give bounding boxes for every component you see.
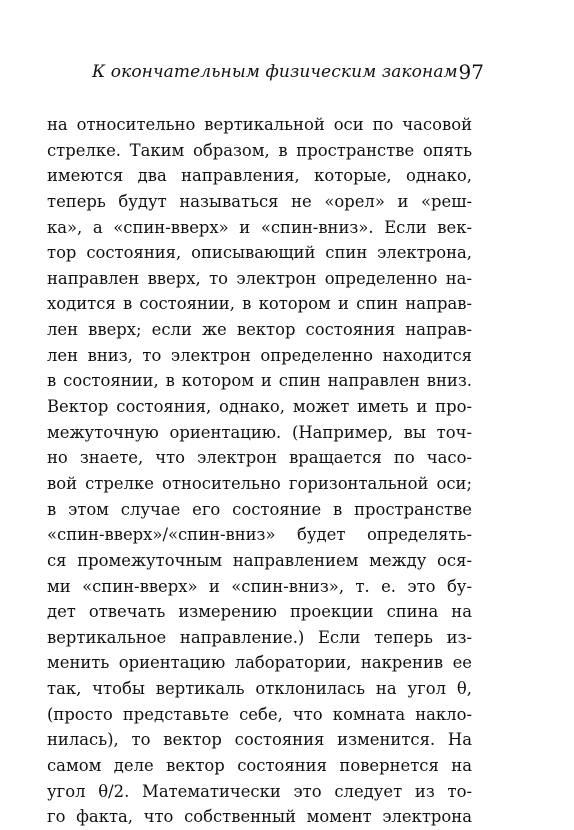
text-line: в этом случае его состояние в пространстве	[47, 499, 472, 519]
text-line: направлен вверх, то электрон определенно на-	[47, 268, 472, 288]
text-line: «спин-вверх»/«спин-вниз» будет определять-	[47, 525, 472, 545]
text-line: (просто представьте себе, что комната накло-	[47, 704, 472, 724]
text-line: ка», а «спин-вверх» и «спин-вниз». Если век-	[47, 217, 472, 237]
text-line: дет отвечать измерению проекции спина на	[47, 602, 472, 622]
text-line: самом деле вектор состояния повернется на	[47, 756, 472, 776]
text-line: ся промежуточным направлением между ося-	[47, 550, 472, 570]
text-line: так, чтобы вертикаль отклонилась на угол θ,	[47, 679, 472, 699]
text-line: межуточную ориентацию. (Например, вы точ-	[47, 422, 472, 442]
text-line: менить ориентацию лаборатории, накренив ее	[47, 653, 472, 673]
text-line: лен вверх; если же вектор состояния направ-	[47, 320, 472, 340]
page-number: 97	[458, 60, 484, 84]
text-line: но знаете, что электрон вращается по часо-	[47, 448, 472, 468]
body-text	[47, 112, 472, 830]
text-line: ми «спин-вверх» и «спин-вниз», т. е. это бу-	[47, 576, 472, 596]
text-line: в состоянии, в котором и спин направлен вниз.	[47, 371, 472, 391]
running-head	[92, 62, 484, 88]
text-line: теперь будут называться не «орел» и «реш-	[47, 191, 472, 211]
text-line: вертикальное направление.) Если теперь из-	[47, 627, 472, 647]
text-line: на относительно вертикальной оси по часовой	[47, 115, 472, 134]
text-line: вой стрелке относительно горизонтальной оси;	[47, 473, 472, 493]
running-title: К окончательным физическим законам	[92, 62, 458, 82]
text-line: Вектор состояния, однако, может иметь и про-	[47, 397, 472, 417]
text-line: имеются два направления, которые, однако,	[47, 166, 472, 186]
text-line: тор состояния, описывающий спин электрона,	[47, 243, 472, 263]
text-line: го факта, что собственный момент электрона	[47, 807, 472, 827]
text-line: лен вниз, то электрон определенно находится	[47, 345, 472, 365]
text-line: ходится в состоянии, в котором и спин направ-	[47, 294, 472, 314]
text-line: стрелке. Таким образом, в пространстве опять	[47, 140, 472, 160]
text-line: угол θ/2. Математически это следует из то-	[47, 781, 472, 801]
text-line: нилась), то вектор состояния изменится. На	[47, 730, 472, 750]
